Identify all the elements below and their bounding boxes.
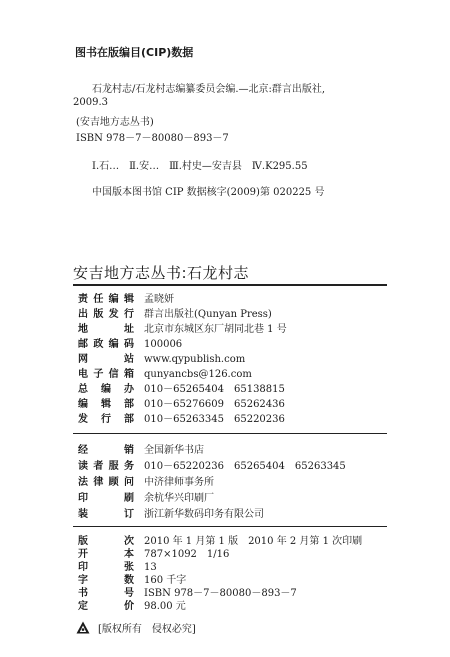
row-value: www.qypublish.com [144, 354, 246, 365]
copyright-footer [76, 620, 196, 635]
row-label: 出版发行 [78, 309, 134, 320]
row-label: 发行部 [78, 414, 134, 425]
row-value: 010－65265404 65138815 [144, 384, 285, 395]
cip-line-6: 中国版本图书馆 CIP 数据核字(2009)第 020225 号 [92, 187, 325, 198]
cip-line-1: 石龙村志/石龙村志编纂委员会编.—北京:群言出版社, [92, 84, 326, 95]
row-label: 地址 [78, 324, 134, 335]
row-label: 责任编辑 [78, 294, 134, 305]
publisher-logo-icon [76, 621, 90, 634]
row-value: 全国新华书店 [144, 445, 204, 456]
section-rule [73, 433, 387, 434]
row-label: 网站 [78, 354, 134, 365]
row-label: 经销 [78, 445, 134, 456]
row-value: qunyancbs@126.com [144, 369, 252, 380]
cip-line-5: Ⅰ.石… Ⅱ.安… Ⅲ.村史—安吉县 Ⅳ.K295.55 [92, 161, 308, 172]
row-value: 010－65276609 65262436 [144, 399, 285, 410]
row-value: 160 千字 [144, 575, 187, 586]
row-label: 电子信箱 [78, 369, 134, 380]
copyright-notice: [版权所有 侵权必究] [98, 624, 196, 635]
section-rule [73, 526, 387, 527]
row-label: 书号 [78, 588, 134, 599]
row-label: 总编办 [78, 384, 134, 395]
row-value: 浙江新华数码印务有限公司 [144, 509, 264, 520]
row-value: 余杭华兴印刷厂 [144, 493, 214, 504]
row-label: 印张 [78, 562, 134, 573]
row-value: 中济律师事务所 [144, 477, 214, 488]
row-label: 读者服务 [78, 461, 134, 472]
row-value: 13 [144, 562, 157, 573]
row-value: 100006 [144, 339, 183, 350]
row-label: 装订 [78, 509, 134, 520]
row-label: 印刷 [78, 493, 134, 504]
row-value: 2010 年 1 月第 1 版 2010 年 2 月第 1 次印刷 [144, 536, 363, 547]
cip-line-3: (安吉地方志丛书) [76, 117, 154, 128]
cip-line-4: ISBN 978－7－80080－893－7 [76, 133, 229, 144]
row-value: 010－65263345 65220236 [144, 414, 285, 425]
row-label: 字数 [78, 575, 134, 586]
cip-heading: 图书在版编目(CIP)数据 [75, 46, 194, 59]
row-value: 孟晓妍 [144, 294, 174, 305]
row-label: 编辑部 [78, 399, 134, 410]
row-label: 版次 [78, 536, 134, 547]
title-rule [73, 284, 387, 286]
row-value: 群言出版社(Qunyan Press) [144, 309, 272, 320]
row-label: 定价 [78, 601, 134, 612]
row-value: 010－65220236 65265404 65263345 [144, 461, 346, 472]
row-value: 北京市东城区东厂胡同北巷 1 号 [144, 324, 287, 335]
row-label: 邮政编码 [78, 339, 134, 350]
row-value: 787×1092 1/16 [144, 549, 230, 560]
row-label: 开本 [78, 549, 134, 560]
row-value: 98.00 元 [144, 601, 186, 612]
row-label: 法律顾问 [78, 477, 134, 488]
book-title: 安吉地方志丛书:石龙村志 [73, 264, 250, 282]
row-value: ISBN 978－7－80080－893－7 [144, 588, 297, 599]
cip-line-2: 2009.3 [73, 97, 108, 108]
